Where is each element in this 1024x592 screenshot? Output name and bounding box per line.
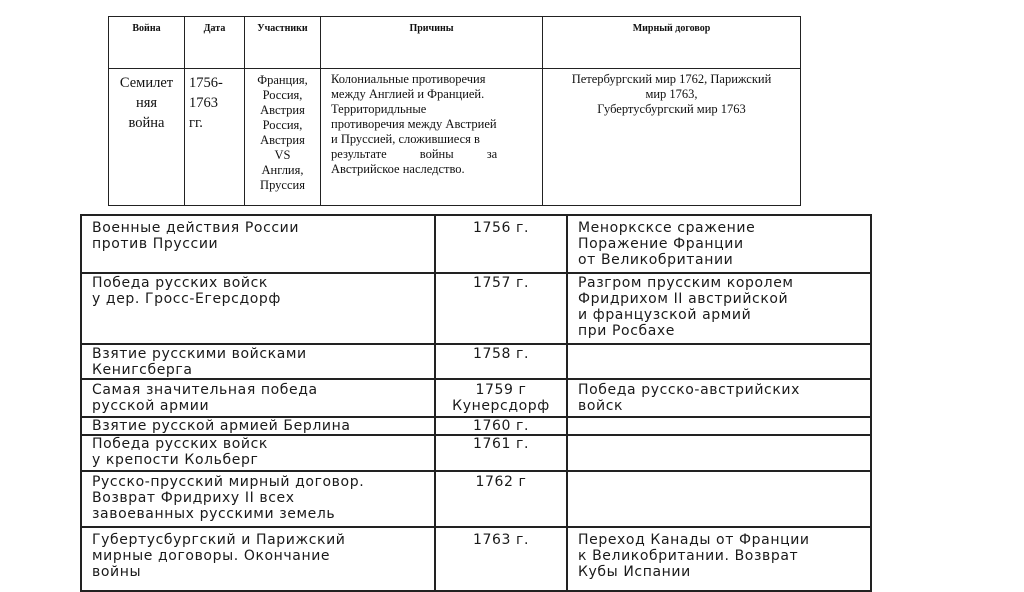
year-line: 1760 г.: [472, 418, 530, 434]
note-line: Поражение Франции: [578, 236, 744, 252]
war-date-line: 1763: [189, 95, 218, 111]
participant-line: Англия,: [261, 163, 304, 177]
year-cell: [435, 527, 567, 591]
note-cell: [567, 417, 871, 435]
summary-data-row: [109, 69, 801, 206]
event-cell: [81, 435, 435, 471]
event-line: Возврат Фридриху II всех: [92, 490, 295, 506]
year-line: 1757 г.: [472, 275, 530, 291]
event-line: у крепости Кольберг: [92, 452, 259, 468]
note-cell: [567, 471, 871, 527]
summary-header-row: [109, 17, 801, 69]
note-cell: [567, 344, 871, 379]
war-name-cell: [109, 69, 185, 206]
note-line: от Великобритании: [578, 252, 734, 268]
year-line: 1758 г.: [472, 346, 530, 362]
event-line: против Пруссии: [92, 236, 219, 252]
year-line: 1762 г: [475, 474, 527, 490]
note-line: Менорксксе сражение: [578, 220, 756, 236]
cause-line: и Пруссией, сложившиеся в: [331, 132, 480, 146]
events-table-body: [81, 215, 871, 591]
year-line: 1756 г.: [472, 220, 530, 236]
event-cell: [81, 215, 435, 273]
event-cell: [81, 273, 435, 344]
event-line: Кенигсберга: [92, 362, 193, 378]
event-row: [81, 273, 871, 344]
event-row: [81, 417, 871, 435]
cause-line: Территоридльные: [331, 102, 427, 116]
note-cell: [567, 435, 871, 471]
event-line: Взятие русской армией Берлина: [92, 418, 351, 434]
event-line: Победа русских войск: [92, 436, 268, 452]
event-line: мирные договоры. Окончание: [92, 548, 331, 564]
note-line: и французской армий: [578, 307, 752, 323]
war-name-line: война: [128, 115, 165, 131]
cause-line: Колониальные противоречия: [331, 72, 486, 86]
seven-years-war-summary-table: [108, 16, 801, 206]
event-cell: [81, 344, 435, 379]
participant-line: Франция,: [257, 73, 308, 87]
participant-line: Россия,: [262, 118, 303, 132]
war-date-line: 1756-: [189, 75, 223, 91]
event-line: Взятие русскими войсками: [92, 346, 307, 362]
treaty-line: Губертусбургский мир 1763: [597, 102, 746, 116]
cause-line: между Англией и Францией.: [331, 87, 485, 101]
event-line: завоеванных русскими земель: [92, 506, 336, 522]
note-cell: [567, 273, 871, 344]
cause-line: противоречия между Австрией: [331, 117, 497, 131]
year-cell: [435, 379, 567, 417]
cause-line: результате войны за: [331, 147, 498, 161]
note-line: Разгром прусским королем: [578, 275, 794, 291]
participant-line: Пруссия: [260, 178, 305, 192]
participant-line: Россия,: [262, 88, 303, 102]
header-war: Война: [109, 17, 185, 69]
event-row: [81, 527, 871, 591]
event-line: Военные действия России: [92, 220, 300, 236]
header-participants: Участники: [245, 17, 321, 69]
participant-line: Австрия: [260, 133, 305, 147]
event-line: войны: [92, 564, 142, 580]
year-cell: [435, 273, 567, 344]
participant-line: Австрия: [260, 103, 305, 117]
year-cell: [435, 471, 567, 527]
event-line: Губертусбургский и Парижский: [92, 532, 346, 548]
note-line: Переход Канады от Франции: [578, 532, 810, 548]
event-cell: [81, 379, 435, 417]
event-line: русской армии: [92, 398, 210, 414]
participant-line: VS: [274, 148, 291, 162]
year-cell: [435, 344, 567, 379]
event-line: Самая значительная победа: [92, 382, 318, 398]
header-peace-treaty: Мирный договор: [543, 17, 801, 69]
header-date: Дата: [185, 17, 245, 69]
event-cell: [81, 417, 435, 435]
war-date-line: гг.: [189, 115, 203, 131]
year-cell: [435, 417, 567, 435]
event-row: [81, 435, 871, 471]
year-line: 1763 г.: [472, 532, 530, 548]
war-name-line: няя: [135, 95, 158, 111]
year-line: 1759 г: [475, 382, 527, 398]
peace-treaty-cell: [543, 69, 801, 206]
event-line: Русско-прусский мирный договор.: [92, 474, 365, 490]
year-line: Кунерсдорф: [452, 398, 550, 414]
cause-line: Австрийское наследство.: [331, 162, 465, 176]
note-line: Победа русско-австрийских: [578, 382, 800, 398]
treaty-line: Петербургский мир 1762, Парижский: [571, 72, 772, 86]
participants-cell: [245, 69, 321, 206]
year-cell: [435, 435, 567, 471]
event-line: Победа русских войск: [92, 275, 268, 291]
event-row: [81, 344, 871, 379]
event-line: у дер. Гросс-Егерсдорф: [92, 291, 281, 307]
event-row: [81, 471, 871, 527]
note-line: Фридрихом II австрийской: [578, 291, 789, 307]
year-cell: [435, 215, 567, 273]
causes-cell: [321, 69, 543, 206]
event-cell: [81, 471, 435, 527]
note-cell: [567, 527, 871, 591]
treaty-line: мир 1763,: [645, 87, 698, 101]
header-causes: Причины: [321, 17, 543, 69]
note-line: Кубы Испании: [578, 564, 691, 580]
war-events-table: [80, 214, 872, 592]
note-line: к Великобритании. Возврат: [578, 548, 799, 564]
note-line: при Росбахе: [578, 323, 676, 339]
war-date-cell: [185, 69, 245, 206]
event-cell: [81, 527, 435, 591]
event-row: [81, 379, 871, 417]
note-cell: [567, 215, 871, 273]
note-cell: [567, 379, 871, 417]
event-row: [81, 215, 871, 273]
note-line: войск: [578, 398, 624, 414]
year-line: 1761 г.: [472, 436, 530, 452]
war-name-line: Семилет: [119, 75, 174, 91]
